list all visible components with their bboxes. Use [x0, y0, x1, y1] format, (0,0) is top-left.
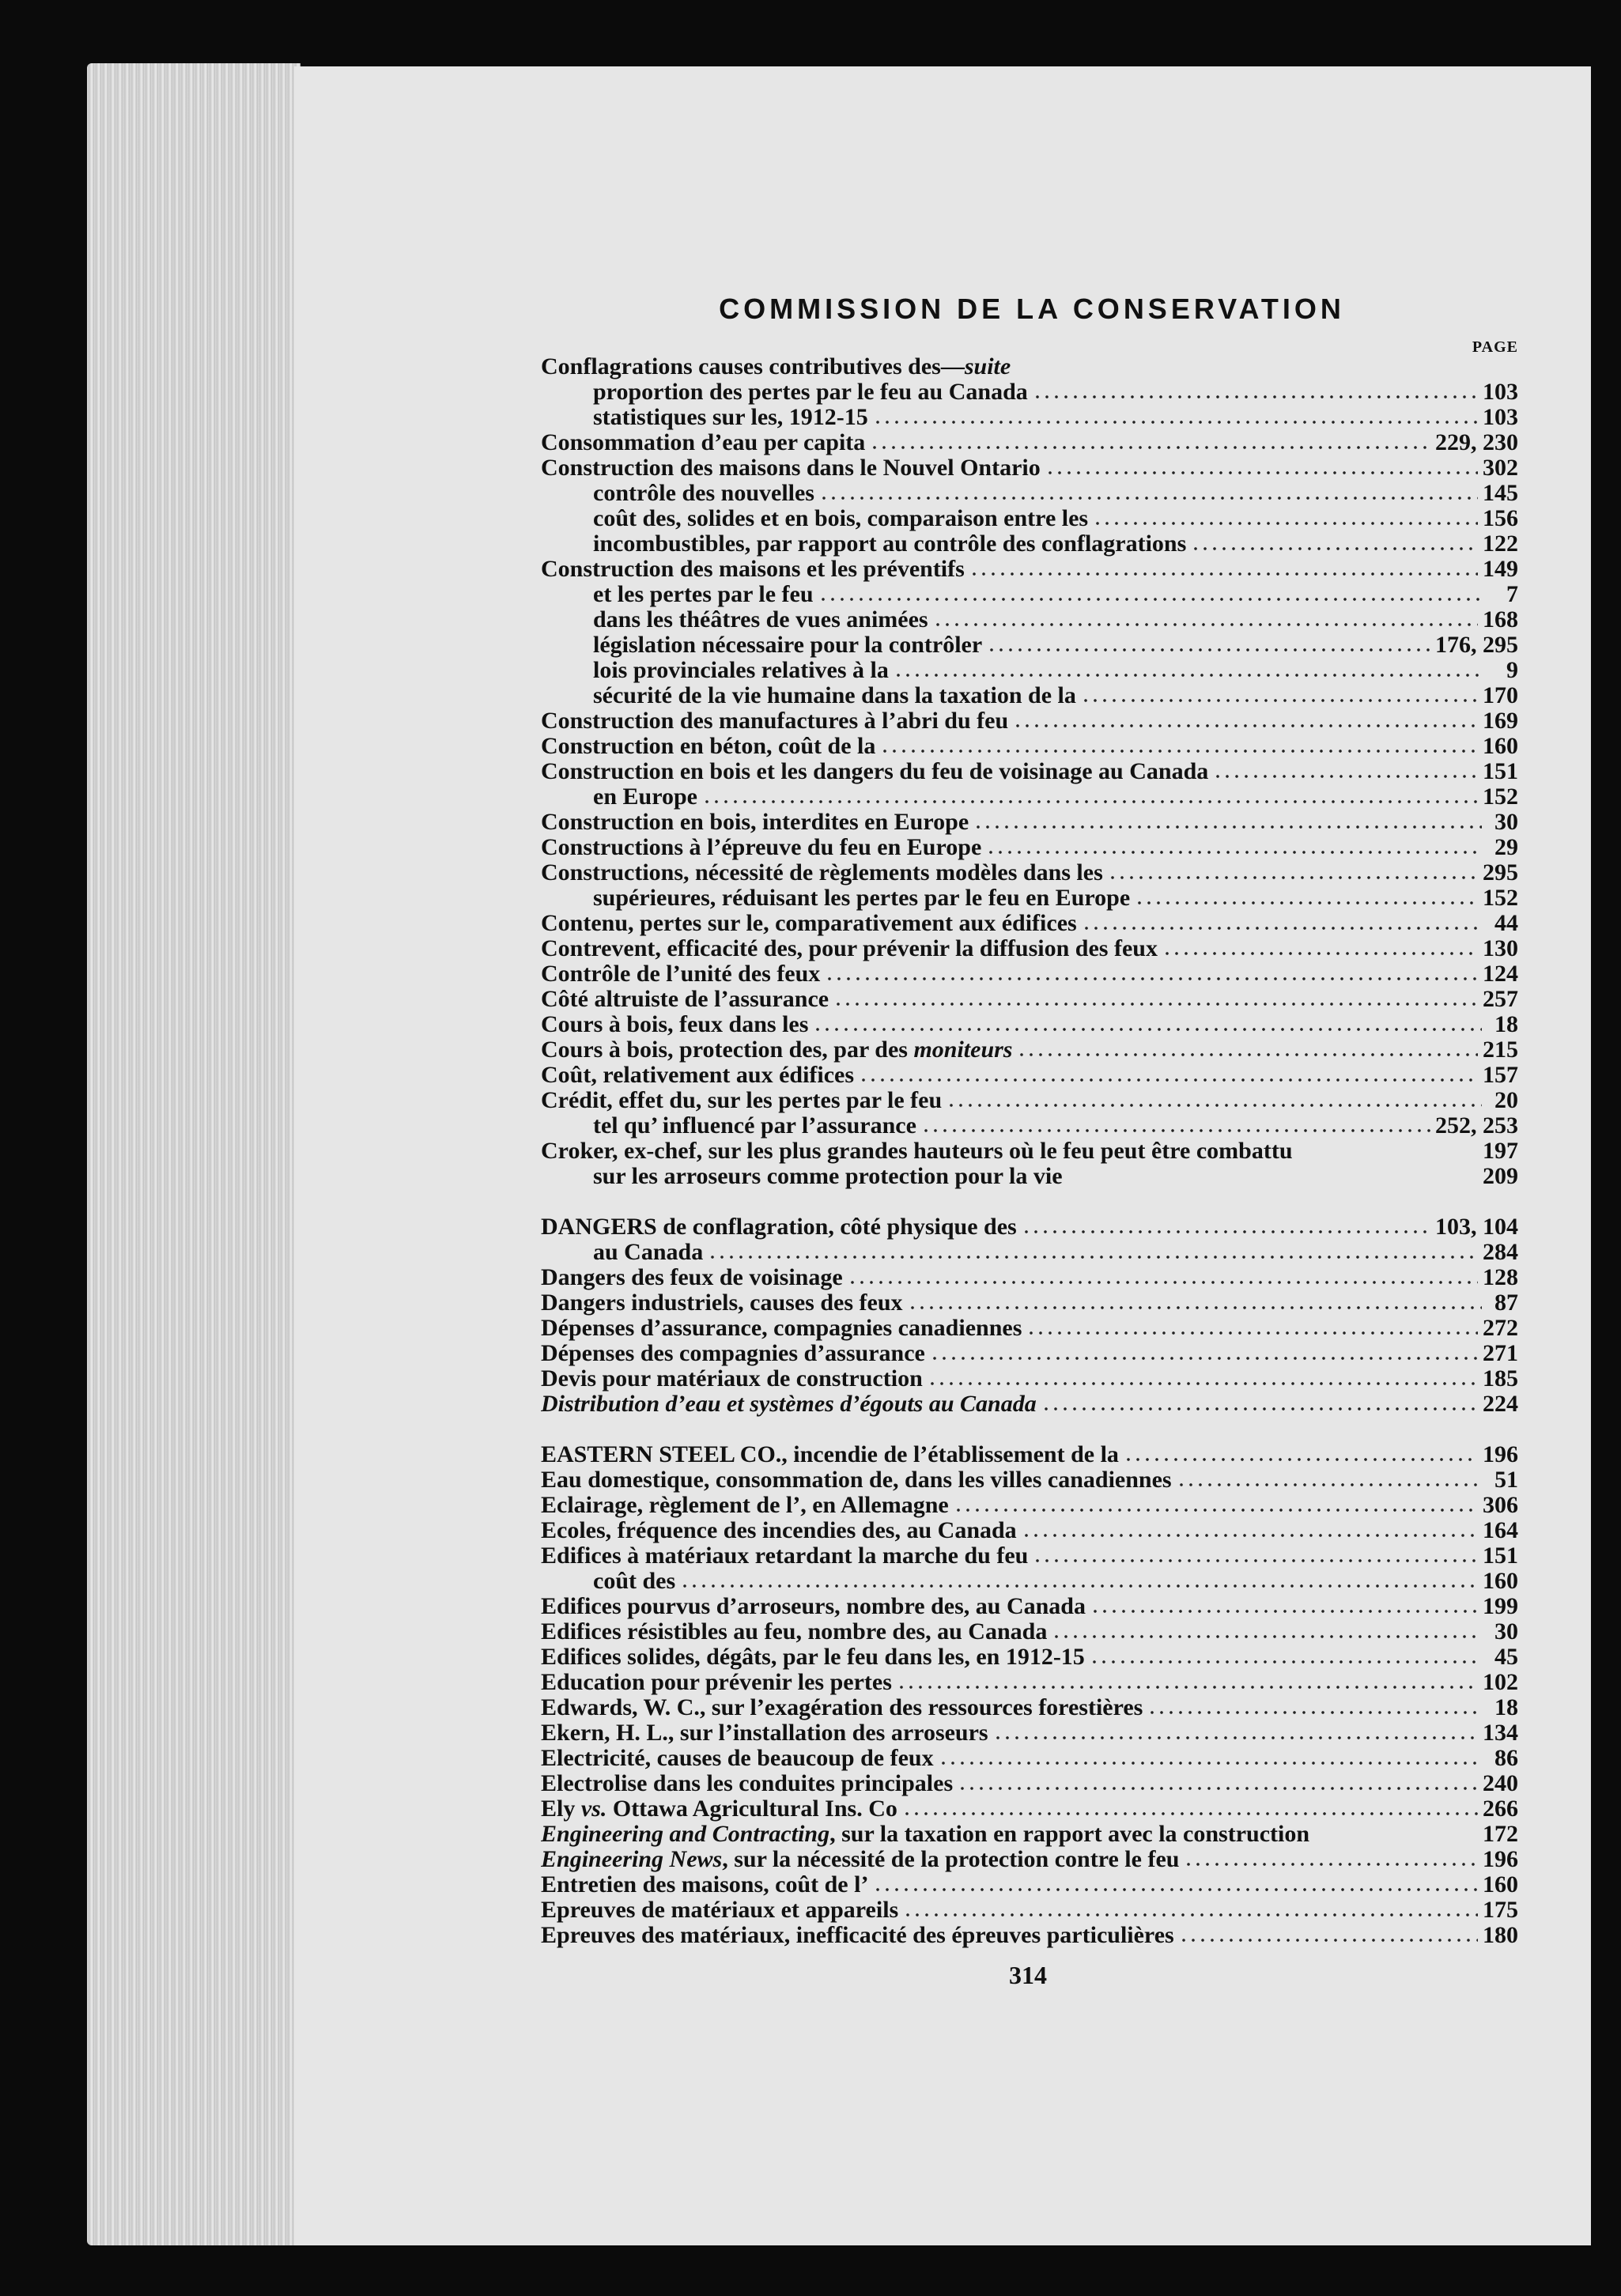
index-entry: [541, 633, 1518, 658]
dot-leader: [1033, 1558, 1478, 1564]
entry-page-ref: 185: [1483, 1366, 1518, 1392]
entry-page-ref: 124: [1483, 961, 1518, 987]
dot-leader: [969, 571, 1478, 577]
entry-page-ref: 128: [1483, 1265, 1518, 1290]
index-entry: [541, 860, 1518, 886]
index-list: [541, 354, 1518, 1948]
dot-leader: [897, 1684, 1478, 1690]
dot-leader: [1147, 1709, 1482, 1716]
dot-leader: [1033, 394, 1478, 400]
entry-page-ref: 151: [1483, 759, 1518, 784]
dot-leader: [1041, 1406, 1478, 1412]
index-entry: [541, 987, 1518, 1012]
dot-leader: [1015, 368, 1482, 375]
entry-text: Edifices solides, dégâts, par le feu dans les, en 1912-15: [541, 1645, 1085, 1670]
entry-page-ref: 130: [1483, 936, 1518, 961]
dot-leader: [1179, 1937, 1478, 1943]
index-entry: [541, 1214, 1518, 1240]
entry-text: Coût, relativement aux édifices: [541, 1063, 855, 1088]
dot-leader: [954, 1507, 1478, 1513]
index-entry: [541, 1543, 1518, 1569]
index-entry: [541, 455, 1518, 481]
dot-leader: [928, 1380, 1478, 1387]
entry-page-ref: 180: [1483, 1923, 1518, 1948]
entry-page-ref: 295: [1483, 860, 1518, 886]
entry-text: Construction des maisons et les préventifs: [541, 557, 965, 582]
index-entry: [541, 1113, 1518, 1139]
dot-leader: [833, 1001, 1478, 1007]
entry-text: Entretien des maisons, coût de l’: [541, 1872, 869, 1898]
entry-text: Constructions, nécessité de règlements modèles dans les: [541, 860, 1103, 886]
index-entry: [541, 683, 1518, 708]
dot-leader: [680, 1583, 1478, 1589]
entry-text: Engineering News, sur la nécessité de la protection contre le feu: [541, 1847, 1180, 1872]
dot-leader: [986, 849, 1482, 855]
index-entry: [541, 1037, 1518, 1063]
dot-leader: [1314, 1836, 1478, 1842]
entry-text: Contrôle de l’unité des feux: [541, 961, 821, 987]
entry-page-ref: 215: [1483, 1037, 1518, 1063]
index-entry: [541, 1670, 1518, 1695]
entry-text: Conflagrations causes contributives des—suite: [541, 354, 1011, 380]
entry-page-ref: 102: [1483, 1670, 1518, 1695]
index-entry: [541, 354, 1518, 380]
dot-leader: [894, 672, 1482, 678]
entry-page-ref: 86: [1494, 1746, 1518, 1771]
entry-page-ref: 240: [1483, 1771, 1518, 1796]
entry-page-ref: 170: [1483, 683, 1518, 708]
dot-leader: [702, 799, 1478, 805]
index-entry: [541, 961, 1518, 987]
dot-leader: [903, 1912, 1478, 1918]
entry-page-ref: 252, 253: [1435, 1113, 1518, 1139]
dot-leader: [947, 1102, 1482, 1108]
index-entry: [541, 1872, 1518, 1898]
dot-leader: [818, 596, 1482, 602]
dot-leader: [1213, 773, 1478, 780]
entry-page-ref: 51: [1494, 1467, 1518, 1493]
entry-page-ref: 172: [1483, 1822, 1518, 1847]
entry-page-ref: 168: [1483, 607, 1518, 633]
entry-page-ref: 145: [1483, 481, 1518, 506]
entry-page-ref: 151: [1483, 1543, 1518, 1569]
dot-leader: [1026, 1330, 1478, 1336]
index-entry: [541, 1164, 1518, 1189]
index-entry: [541, 759, 1518, 784]
index-entry: [541, 1240, 1518, 1265]
entry-page-ref: 30: [1494, 1619, 1518, 1645]
index-entry: [541, 936, 1518, 961]
entry-text: Eau domestique, consommation de, dans les villes canadiennes: [541, 1467, 1172, 1493]
index-entry: [541, 1695, 1518, 1720]
index-entry: [541, 1847, 1518, 1872]
entry-page-ref: 271: [1483, 1341, 1518, 1366]
index-entry: [541, 582, 1518, 607]
index-entry: [541, 1619, 1518, 1645]
index-entry: [541, 1392, 1518, 1417]
entry-page-ref: 149: [1483, 557, 1518, 582]
entry-page-ref: 122: [1483, 531, 1518, 557]
entry-page-ref: 209: [1483, 1164, 1518, 1189]
dot-leader: [1067, 1178, 1478, 1184]
index-entry: [541, 1594, 1518, 1619]
index-entry: [541, 1569, 1518, 1594]
entry-text: Edwards, W. C., sur l’exagération des ressources forestières: [541, 1695, 1143, 1720]
dot-leader: [859, 1077, 1478, 1083]
entry-page-ref: 169: [1483, 708, 1518, 734]
entry-text: Crédit, effet du, sur les pertes par le feu: [541, 1088, 943, 1113]
dot-leader: [870, 444, 1430, 451]
dot-leader: [1108, 874, 1478, 881]
dot-leader: [880, 748, 1478, 754]
dot-leader: [958, 1785, 1478, 1792]
entry-text: Dangers industriels, causes des feux: [541, 1290, 903, 1316]
entry-text: DANGERS de conflagration, côté physique des: [541, 1214, 1017, 1240]
index-entry: [541, 1341, 1518, 1366]
dot-leader: [848, 1279, 1478, 1286]
index-entry: [541, 1796, 1518, 1822]
entry-page-ref: 160: [1483, 1569, 1518, 1594]
index-entry: [541, 708, 1518, 734]
index-entry: [541, 886, 1518, 911]
dot-leader: [1090, 1659, 1482, 1665]
entry-text: Dépenses d’assurance, compagnies canadiennes: [541, 1316, 1022, 1341]
dot-leader: [933, 621, 1478, 628]
entry-text: dans les théâtres de vues animées: [593, 607, 928, 633]
entry-page-ref: 266: [1483, 1796, 1518, 1822]
dot-leader: [825, 976, 1478, 982]
entry-page-ref: 197: [1483, 1139, 1518, 1164]
entry-page-ref: 302: [1483, 455, 1518, 481]
dot-leader: [1013, 723, 1478, 729]
dot-leader: [1022, 1532, 1478, 1539]
entry-text: incombustibles, par rapport au contrôle des conflagrations: [593, 531, 1187, 557]
entry-text: Construction en bois, interdites en Europe: [541, 810, 969, 835]
entry-text: Distribution d’eau et systèmes d’égouts au Canada: [541, 1392, 1037, 1417]
entry-page-ref: 257: [1483, 987, 1518, 1012]
dot-leader: [1162, 950, 1478, 957]
dot-leader: [1177, 1482, 1482, 1488]
dot-leader: [930, 1355, 1478, 1361]
entry-text: Engineering and Contracting, sur la taxation en rapport avec la construction: [541, 1822, 1310, 1847]
index-entry: [541, 1923, 1518, 1948]
index-entry: [541, 1088, 1518, 1113]
entry-page-ref: 157: [1483, 1063, 1518, 1088]
index-entry: [541, 658, 1518, 683]
entry-text: Education pour prévenir les pertes: [541, 1670, 892, 1695]
entry-text: Epreuves des matériaux, inefficacité des épreuves particulières: [541, 1923, 1174, 1948]
entry-page-ref: 224: [1483, 1392, 1518, 1417]
entry-page-ref: 284: [1483, 1240, 1518, 1265]
entry-page-ref: 199: [1483, 1594, 1518, 1619]
entry-page-ref: 176, 295: [1435, 633, 1518, 658]
index-entry: [541, 911, 1518, 936]
index-entry: [541, 607, 1518, 633]
entry-text: Dépenses des compagnies d’assurance: [541, 1341, 925, 1366]
entry-page-ref: 29: [1494, 835, 1518, 860]
entry-text: Cours à bois, feux dans les: [541, 1012, 809, 1037]
index-entry: [541, 1720, 1518, 1746]
dot-leader: [902, 1811, 1478, 1817]
dot-leader: [921, 1127, 1430, 1134]
index-entry: [541, 1746, 1518, 1771]
dot-leader: [1017, 1052, 1478, 1058]
entry-page-ref: 18: [1494, 1695, 1518, 1720]
entry-text: proportion des pertes par le feu au Canada: [593, 380, 1028, 405]
entry-page-ref: 20: [1494, 1088, 1518, 1113]
index-entry: [541, 784, 1518, 810]
index-entry: [541, 1518, 1518, 1543]
entry-text: sur les arroseurs comme protection pour la vie: [593, 1164, 1063, 1189]
entry-text: sécurité de la vie humaine dans la taxation de la: [593, 683, 1076, 708]
entry-page-ref: 196: [1483, 1847, 1518, 1872]
entry-text: Contenu, pertes sur le, comparativement aux édifices: [541, 911, 1077, 936]
dot-leader: [973, 824, 1482, 830]
dot-leader: [1045, 470, 1478, 476]
entry-text: Epreuves de matériaux et appareils: [541, 1898, 899, 1923]
dot-leader: [1124, 1456, 1478, 1463]
index-entry: [541, 1645, 1518, 1670]
running-header: COMMISSION DE LA CONSERVATION: [719, 293, 1345, 325]
entry-page-ref: 196: [1483, 1442, 1518, 1467]
dot-leader: [873, 1886, 1478, 1893]
entry-text: Consommation d’eau per capita: [541, 430, 866, 455]
entry-page-ref: 103: [1483, 405, 1518, 430]
index-entry: [541, 1316, 1518, 1341]
entry-text: EASTERN STEEL CO., incendie de l’établissement de la: [541, 1442, 1119, 1467]
dot-leader: [987, 647, 1430, 653]
entry-text: Eclairage, règlement de l’, en Allemagne: [541, 1493, 949, 1518]
dot-leader: [908, 1305, 1482, 1311]
entry-text: Electricité, causes de beaucoup de feux: [541, 1746, 934, 1771]
entry-page-ref: 272: [1483, 1316, 1518, 1341]
entry-text: Electrolise dans les conduites principales: [541, 1771, 954, 1796]
entry-page-ref: 44: [1494, 911, 1518, 936]
dot-leader: [1052, 1633, 1482, 1640]
dot-leader: [1081, 697, 1478, 704]
entry-text: Côté altruiste de l’assurance: [541, 987, 829, 1012]
dot-leader: [939, 1760, 1482, 1766]
entry-page-ref: 164: [1483, 1518, 1518, 1543]
index-entry: [541, 1139, 1518, 1164]
entry-page-ref: 160: [1483, 734, 1518, 759]
index-entry: [541, 430, 1518, 455]
index-entry: [541, 1898, 1518, 1923]
entry-text: Ely vs. Ottawa Agricultural Ins. Co: [541, 1796, 897, 1822]
page-number: 314: [1009, 1961, 1047, 1989]
entry-text: contrôle des nouvelles: [593, 481, 814, 506]
dot-leader: [1184, 1861, 1478, 1867]
dot-leader: [1022, 1229, 1430, 1235]
entry-text: coût des: [593, 1569, 676, 1594]
entry-text: Croker, ex-chef, sur les plus grandes hauteurs où le feu peut être combattu: [541, 1139, 1293, 1164]
entry-text: Cours à bois, protection des, par des moniteurs: [541, 1037, 1013, 1063]
entry-text: supérieures, réduisant les pertes par le feu en Europe: [593, 886, 1131, 911]
entry-text: Construction des maisons dans le Nouvel Ontario: [541, 455, 1041, 481]
index-entry: [541, 1290, 1518, 1316]
entry-text: Edifices résistibles au feu, nombre des, au Canada: [541, 1619, 1048, 1645]
entry-page-ref: 9: [1506, 658, 1518, 683]
entry-text: en Europe: [593, 784, 697, 810]
index-entry: [541, 506, 1518, 531]
index-entry: [541, 405, 1518, 430]
entry-text: Construction des manufactures à l’abri du feu: [541, 708, 1009, 734]
entry-text: statistiques sur les, 1912-15: [593, 405, 868, 430]
index-entry: [541, 380, 1518, 405]
index-entry: [541, 1366, 1518, 1392]
entry-text: Edifices à matériaux retardant la marche du feu: [541, 1543, 1029, 1569]
entry-page-ref: 160: [1483, 1872, 1518, 1898]
entry-page-ref: 87: [1494, 1290, 1518, 1316]
index-entry: [541, 1265, 1518, 1290]
dot-leader: [1135, 900, 1478, 906]
dot-leader: [1082, 925, 1482, 931]
dot-leader: [873, 419, 1478, 425]
entry-page-ref: 229, 230: [1435, 430, 1518, 455]
entry-text: législation nécessaire pour la contrôler: [593, 633, 983, 658]
index-entry: [541, 1771, 1518, 1796]
entry-page-ref: 134: [1483, 1720, 1518, 1746]
dot-leader: [1191, 546, 1478, 552]
entry-text: Construction en bois et les dangers du feu de voisinage au Canada: [541, 759, 1209, 784]
index-entry: [541, 810, 1518, 835]
entry-page-ref: 18: [1494, 1012, 1518, 1037]
dot-leader: [819, 495, 1478, 501]
entry-page-ref: 45: [1494, 1645, 1518, 1670]
index-entry: [541, 531, 1518, 557]
book-page-edges: [87, 63, 300, 2245]
dot-leader: [708, 1254, 1478, 1260]
entry-text: Devis pour matériaux de construction: [541, 1366, 923, 1392]
entry-text: Ekern, H. L., sur l’installation des arroseurs: [541, 1720, 988, 1746]
entry-text: Edifices pourvus d’arroseurs, nombre des, au Canada: [541, 1594, 1086, 1619]
entry-page-ref: 152: [1483, 886, 1518, 911]
entry-page-ref: 30: [1494, 810, 1518, 835]
index-entry: [541, 481, 1518, 506]
page-column-label: PAGE: [1472, 338, 1518, 356]
entry-page-ref: 103, 104: [1435, 1214, 1518, 1240]
entry-page-ref: 7: [1506, 582, 1518, 607]
index-entry: [541, 835, 1518, 860]
index-entry: [541, 1012, 1518, 1037]
index-entry: [541, 1442, 1518, 1467]
index-entry: [541, 734, 1518, 759]
entry-page-ref: 152: [1483, 784, 1518, 810]
entry-text: Constructions à l’épreuve du feu en Europe: [541, 835, 982, 860]
index-entry: [541, 1467, 1518, 1493]
entry-page-ref: 156: [1483, 506, 1518, 531]
dot-leader: [813, 1026, 1482, 1033]
dot-leader: [1093, 520, 1478, 527]
dot-leader: [1090, 1608, 1478, 1614]
entry-text: et les pertes par le feu: [593, 582, 814, 607]
dot-leader: [993, 1735, 1478, 1741]
entry-text: lois provinciales relatives à la: [593, 658, 889, 683]
entry-text: coût des, solides et en bois, comparaison entre les: [593, 506, 1089, 531]
entry-text: Construction en béton, coût de la: [541, 734, 876, 759]
entry-text: au Canada: [593, 1240, 704, 1265]
entry-page-ref: 103: [1483, 380, 1518, 405]
dot-leader: [1298, 1153, 1478, 1159]
index-entry: [541, 557, 1518, 582]
index-entry: [541, 1822, 1518, 1847]
index-entry: [541, 1063, 1518, 1088]
entry-text: Contrevent, efficacité des, pour prévenir la diffusion des feux: [541, 936, 1158, 961]
index-entry: [541, 1493, 1518, 1518]
entry-page-ref: 306: [1483, 1493, 1518, 1518]
entry-text: Dangers des feux de voisinage: [541, 1265, 843, 1290]
entry-text: Ecoles, fréquence des incendies des, au Canada: [541, 1518, 1017, 1543]
entry-page-ref: 175: [1483, 1898, 1518, 1923]
entry-text: tel qu’ influencé par l’assurance: [593, 1113, 916, 1139]
